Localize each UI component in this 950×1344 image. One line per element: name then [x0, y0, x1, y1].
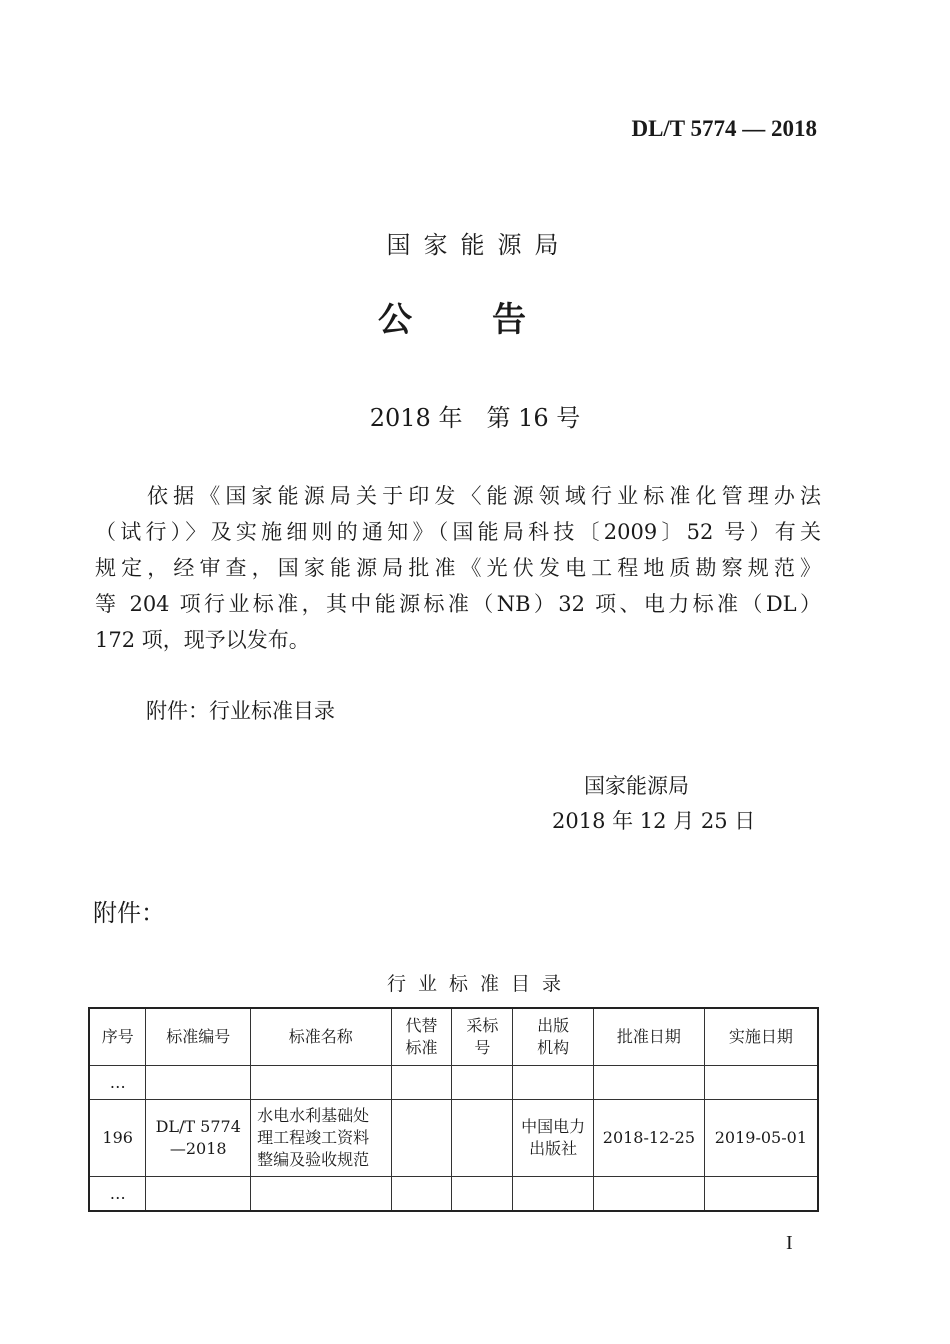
- col-header-approval-date: 批准日期: [594, 1008, 705, 1066]
- body-line: 规定，经审查，国家能源局批准《光伏发电工程地质勘察规范》: [95, 556, 821, 580]
- ellipsis-cell: …: [89, 1066, 146, 1100]
- body-line: 依据《国家能源局关于印发〈能源领域行业标准化管理办法: [147, 484, 821, 508]
- ellipsis-cell: …: [89, 1177, 146, 1212]
- attachment-heading: 附件：: [93, 899, 165, 927]
- signature-org: 国家能源局: [584, 774, 689, 798]
- table-header-row: [89, 1008, 818, 1066]
- title-char-2: 告: [492, 300, 526, 340]
- signature-date: 2018 年 12 月 25 日: [552, 809, 756, 833]
- table-row: [89, 1100, 818, 1177]
- col-header-adopted: 采标号: [452, 1008, 513, 1066]
- cell-adopted: [452, 1100, 513, 1177]
- col-header-effective-date: 实施日期: [704, 1008, 818, 1066]
- standard-code: DL/T 5774 — 2018: [631, 116, 817, 141]
- col-header-code: 标准编号: [146, 1008, 251, 1066]
- cell-effective-date: 2019-05-01: [704, 1100, 818, 1177]
- table-row-ellipsis: [89, 1177, 818, 1212]
- attachment-note: 附件：行业标准目录: [146, 699, 335, 723]
- table-row-ellipsis: [89, 1066, 818, 1100]
- body-line: 等 204 项行业标准，其中能源标准（NB）32 项、电力标准（DL）: [95, 592, 821, 616]
- announcement-body: [95, 478, 821, 658]
- cell-approval-date: 2018-12-25: [594, 1100, 705, 1177]
- col-header-replaced: 代替标准: [391, 1008, 452, 1066]
- cell-seq: 196: [89, 1100, 146, 1177]
- table-title: 行业标准目录: [386, 973, 573, 995]
- body-line: （试行）〉及实施细则的通知》（国能局科技〔2009〕52 号）有关: [95, 520, 821, 544]
- title-char-1: 公: [378, 300, 412, 340]
- issuer-name: 国家能源局: [386, 231, 572, 259]
- col-header-name: 标准名称: [251, 1008, 391, 1066]
- page-number: I: [786, 1232, 793, 1254]
- cell-name: 水电水利基础处 理工程竣工资料 整编及验收规范: [251, 1100, 391, 1177]
- standards-table: [88, 1007, 819, 1212]
- cell-publisher: 中国电力 出版社: [513, 1100, 594, 1177]
- body-line: 172 项，现予以发布。: [95, 628, 310, 652]
- col-header-seq: 序号: [89, 1008, 146, 1066]
- issue-number: 2018 年 第 16 号: [369, 404, 581, 432]
- col-header-publisher: 出版机构: [513, 1008, 594, 1066]
- document-title: [378, 292, 526, 341]
- cell-replaced: [391, 1100, 452, 1177]
- cell-code: DL/T 5774 —2018: [146, 1100, 251, 1177]
